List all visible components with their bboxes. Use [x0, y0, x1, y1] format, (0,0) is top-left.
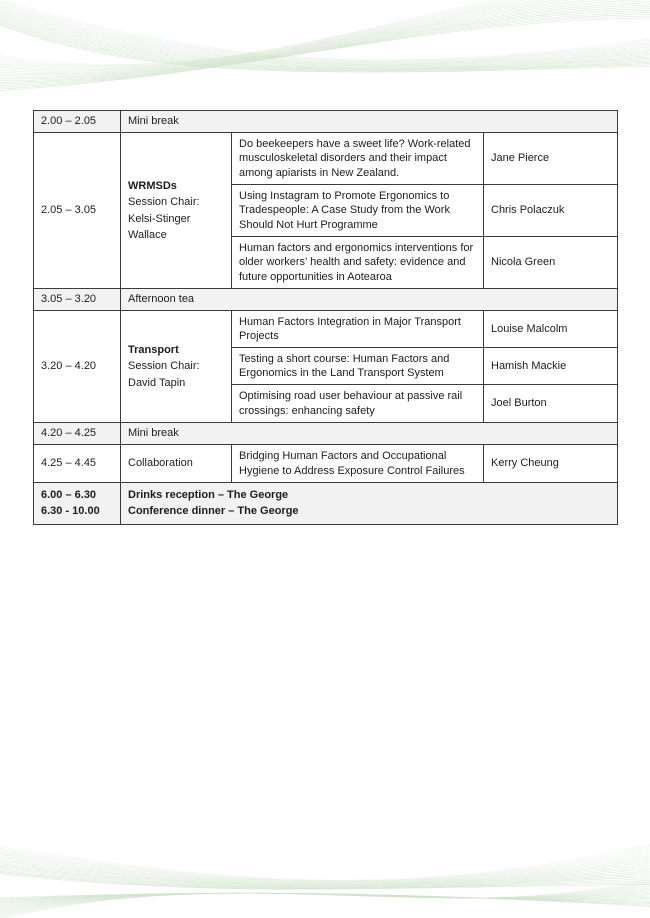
table-row-transport-talk-1 [34, 311, 618, 348]
table-row-mini-break-2 [34, 423, 618, 445]
time-cell: 4.20 – 4.25 [34, 423, 121, 445]
session-cell [121, 311, 232, 423]
time-cell: 2.05 – 3.05 [34, 133, 121, 289]
wave-decoration-bottom [0, 826, 650, 918]
speaker-cell: Nicola Green [484, 237, 618, 289]
speaker-cell: Chris Polaczuk [484, 185, 618, 237]
evening-events-cell [121, 483, 618, 525]
time-cell: 4.25 – 4.45 [34, 445, 121, 483]
time-cell: 3.20 – 4.20 [34, 311, 121, 423]
session-cell: Collaboration [121, 445, 232, 483]
break-label-cell: Mini break [121, 423, 618, 445]
evening-time-1: 6.00 – 6.30 [41, 488, 97, 501]
speaker-cell: Jane Pierce [484, 133, 618, 185]
table-row-evening-events [34, 483, 618, 525]
talk-title-cell: Using Instagram to Promote Ergonomics to Tradespeople: A Case Study from the Work Should Not Hurt Programme [232, 185, 484, 237]
talk-title-cell: Bridging Human Factors and Occupational Hygiene to Address Exposure Control Failures [232, 445, 484, 483]
break-label-cell: Mini break [121, 111, 618, 133]
evening-event-1: Drinks reception – The George [128, 488, 289, 501]
table-row-mini-break-1 [34, 111, 618, 133]
session-cell [121, 133, 232, 289]
session-title: Transport [128, 343, 179, 356]
table-row-collaboration [34, 445, 618, 483]
evening-event-2: Conference dinner – The George [128, 504, 299, 517]
session-title: WRMSDs [128, 179, 177, 192]
speaker-cell: Louise Malcolm [484, 311, 618, 348]
session-chair-name: Kelsi-Stinger Wallace [128, 212, 191, 241]
talk-title-cell: Testing a short course: Human Factors and Ergonomics in the Land Transport System [232, 348, 484, 385]
table-row-afternoon-tea [34, 289, 618, 311]
talk-title-cell: Human Factors Integration in Major Transport Projects [232, 311, 484, 348]
time-cell: 3.05 – 3.20 [34, 289, 121, 311]
talk-title-cell: Optimising road user behaviour at passive rail crossings: enhancing safety [232, 385, 484, 423]
programme-table [33, 110, 618, 525]
time-cell [34, 483, 121, 525]
wave-decoration-top [0, 0, 650, 100]
talk-title-cell: Do beekeepers have a sweet life? Work-related musculoskeletal disorders and their impact among apiarists in New Zealand. [232, 133, 484, 185]
session-chair-name: David Tapin [128, 376, 186, 389]
table-row-wrmsds-talk-1 [34, 133, 618, 185]
speaker-cell: Kerry Cheung [484, 445, 618, 483]
session-chair-label: Session Chair: [128, 196, 200, 208]
speaker-cell: Hamish Mackie [484, 348, 618, 385]
time-cell: 2.00 – 2.05 [34, 111, 121, 133]
session-chair-label: Session Chair: [128, 360, 200, 373]
talk-title-cell: Human factors and ergonomics interventions for older workers’ health and safety: evidence and future opportunities in Aotearoa [232, 237, 484, 289]
break-label-cell: Afternoon tea [121, 289, 618, 311]
evening-time-2: 6.30 - 10.00 [41, 504, 100, 517]
speaker-cell: Joel Burton [484, 385, 618, 423]
